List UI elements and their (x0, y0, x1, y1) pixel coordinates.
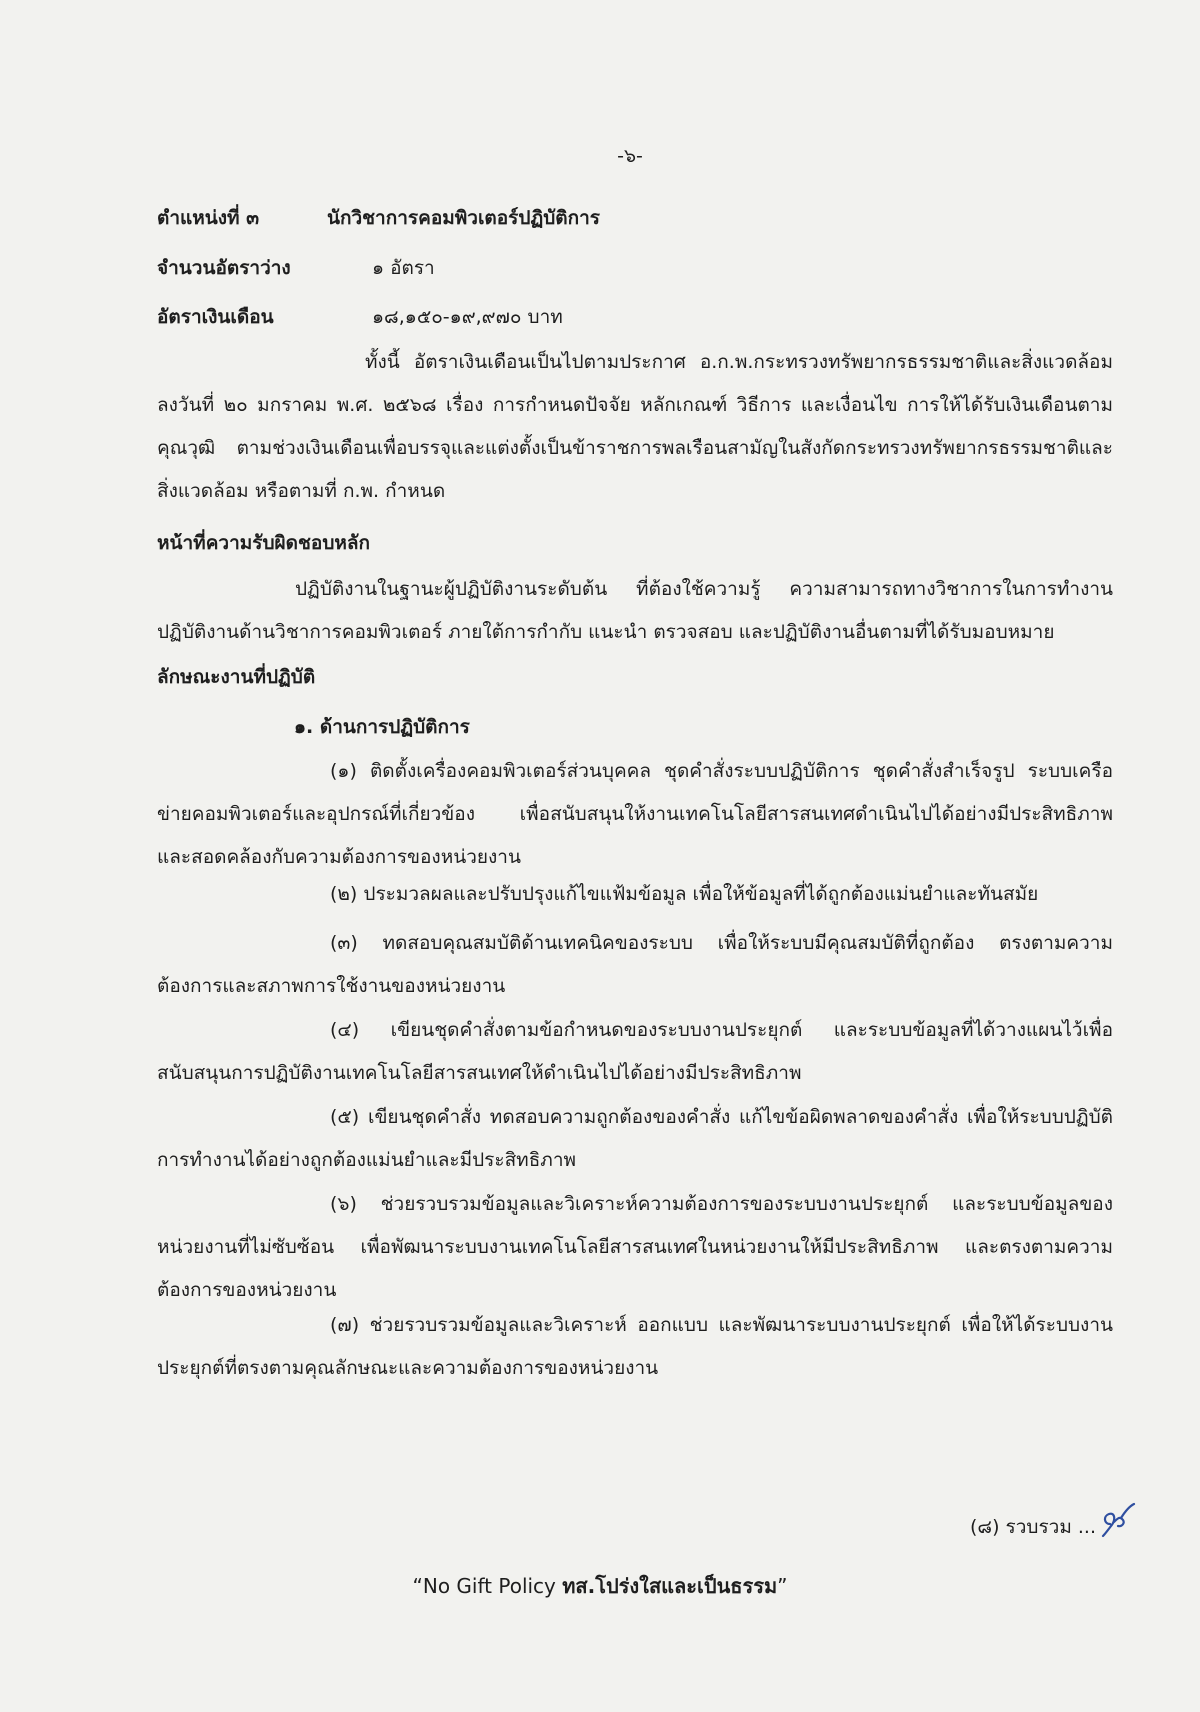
vacancies-label: จำนวนอัตราว่าง (157, 257, 291, 279)
vacancies-row (157, 253, 435, 283)
salary-value: ๑๘,๑๕๐-๑๙,๙๗๐ บาท (372, 306, 563, 328)
work-item-text: (๔) เขียนชุดคำสั่งตามข้อกำหนดของระบบงานประยุกต์ และระบบข้อมูลที่ได้วางแผนไว้เพื่อสนับสนุนการปฏิบัติงานเทคโนโลยีสารสนเทศให้ดำเนินไปได้อย่างมีประสิทธิภาพ (157, 1019, 1113, 1084)
handwritten-initials-icon (1096, 1496, 1140, 1540)
duties-paragraph (157, 568, 1113, 654)
work-item-text: (๕) เขียนชุดคำสั่ง ทดสอบความถูกต้องของคำสั่ง แก้ไขข้อผิดพลาดของคำสั่ง เพื่อให้ระบบปฏิบัติการทำงานได้อย่างถูกต้องแม่นยำและมีประสิทธิภาพ (157, 1106, 1113, 1171)
salary-label: อัตราเงินเดือน (157, 306, 274, 328)
salary-row (157, 302, 563, 332)
duties-heading: หน้าที่ความรับผิดชอบหลัก (157, 532, 371, 554)
vacancies-value: ๑ อัตรา (372, 257, 435, 279)
work-item-text: (๖) ช่วยรวบรวมข้อมูลและวิเคราะห์ความต้องการของระบบงานประยุกต์ และระบบข้อมูลของหน่วยงานที่ไม่ซับซ้อน เพื่อพัฒนาระบบงานเทคโนโลยีสารสนเทศในหน่วยงานให้มีประสิทธิภาพ และตรงตามความต้องการของหน่วยงาน (157, 1193, 1113, 1301)
work-item (157, 873, 1113, 916)
work-section-title: ๑. ด้านการปฏิบัติการ (294, 716, 470, 738)
work-item (157, 1304, 1113, 1390)
continuation-marker: (๘) รวบรวม ... (970, 1516, 1097, 1538)
work-item-text: (๒) ประมวลผลและปรับปรุงแก้ไขแฟ้มข้อมูล เพื่อให้ข้อมูลที่ได้ถูกต้องแม่นยำและทันสมัย (330, 883, 1039, 905)
work-item-text: (๓) ทดสอบคุณสมบัติด้านเทคนิคของระบบ เพื่อให้ระบบมีคุณสมบัติที่ถูกต้อง ตรงตามความต้องการและสภาพการใช้งานของหน่วยงาน (157, 932, 1113, 997)
work-item-text: (๑) ติดตั้งเครื่องคอมพิวเตอร์ส่วนบุคคล ชุดคำสั่งระบบปฏิบัติการ ชุดคำสั่งสำเร็จรูป ระบบเครือข่ายคอมพิวเตอร์และอุปกรณ์ที่เกี่ยวข้อง เพื่อสนับสนุนให้งานเทคโนโลยีสารสนเทศดำเนินไปได้อย่างมีประสิทธิภาพ และสอดคล้องกับความต้องการของหน่วยงาน (157, 760, 1113, 868)
work-heading: ลักษณะงานที่ปฏิบัติ (157, 666, 316, 688)
duties-text: ปฏิบัติงานในฐานะผู้ปฏิบัติงานระดับต้น ที่ต้องใช้ความรู้ ความสามารถทางวิชาการในการทำงานปฏิบัติงานด้านวิชาการคอมพิวเตอร์ ภายใต้การกำกับ แนะนำ ตรวจสอบ และปฏิบัติงานอื่นตามที่ได้รับมอบหมาย (157, 578, 1113, 643)
footer-policy (0, 1570, 1200, 1602)
footer-quote-close: ” (777, 1574, 788, 1598)
work-item-text: (๗) ช่วยรวบรวมข้อมูลและวิเคราะห์ ออกแบบ และพัฒนาระบบงานประยุกต์ เพื่อให้ได้ระบบงานประยุกต์ที่ตรงตามคุณลักษณะและความต้องการของหน่วยงาน (157, 1314, 1113, 1379)
position-label: ตำแหน่งที่ ๓ (157, 207, 260, 229)
footer-slogan: ทส.โปร่งใสและเป็นธรรม (562, 1574, 778, 1598)
position-row (157, 203, 600, 233)
salary-note (157, 341, 1113, 513)
footer-quote-open: “No Gift Policy (412, 1574, 563, 1598)
work-item (157, 922, 1113, 1008)
work-item (157, 1183, 1113, 1312)
work-item (157, 1009, 1113, 1095)
work-item (157, 750, 1113, 879)
page-number: -๖- (617, 145, 643, 167)
salary-note-text: ทั้งนี้ อัตราเงินเดือนเป็นไปตามประกาศ อ.ก.พ.กระทรวงทรัพยากรธรรมชาติและสิ่งแวดล้อม ลงวันที่ ๒๐ มกราคม พ.ศ. ๒๕๖๘ เรื่อง การกำหนดปัจจัย หลักเกณฑ์ วิธีการ และเงื่อนไข การให้ได้รับเงินเดือนตามคุณวุฒิ ตามช่วงเงินเดือนเพื่อบรรจุและแต่งตั้งเป็นข้าราชการพลเรือนสามัญในสังกัดกระทรวงทรัพยากรธรรมชาติและสิ่งแวดล้อม หรือตามที่ ก.พ. กำหนด (157, 351, 1113, 502)
position-value: นักวิชาการคอมพิวเตอร์ปฏิบัติการ (327, 207, 600, 229)
work-item (157, 1096, 1113, 1182)
